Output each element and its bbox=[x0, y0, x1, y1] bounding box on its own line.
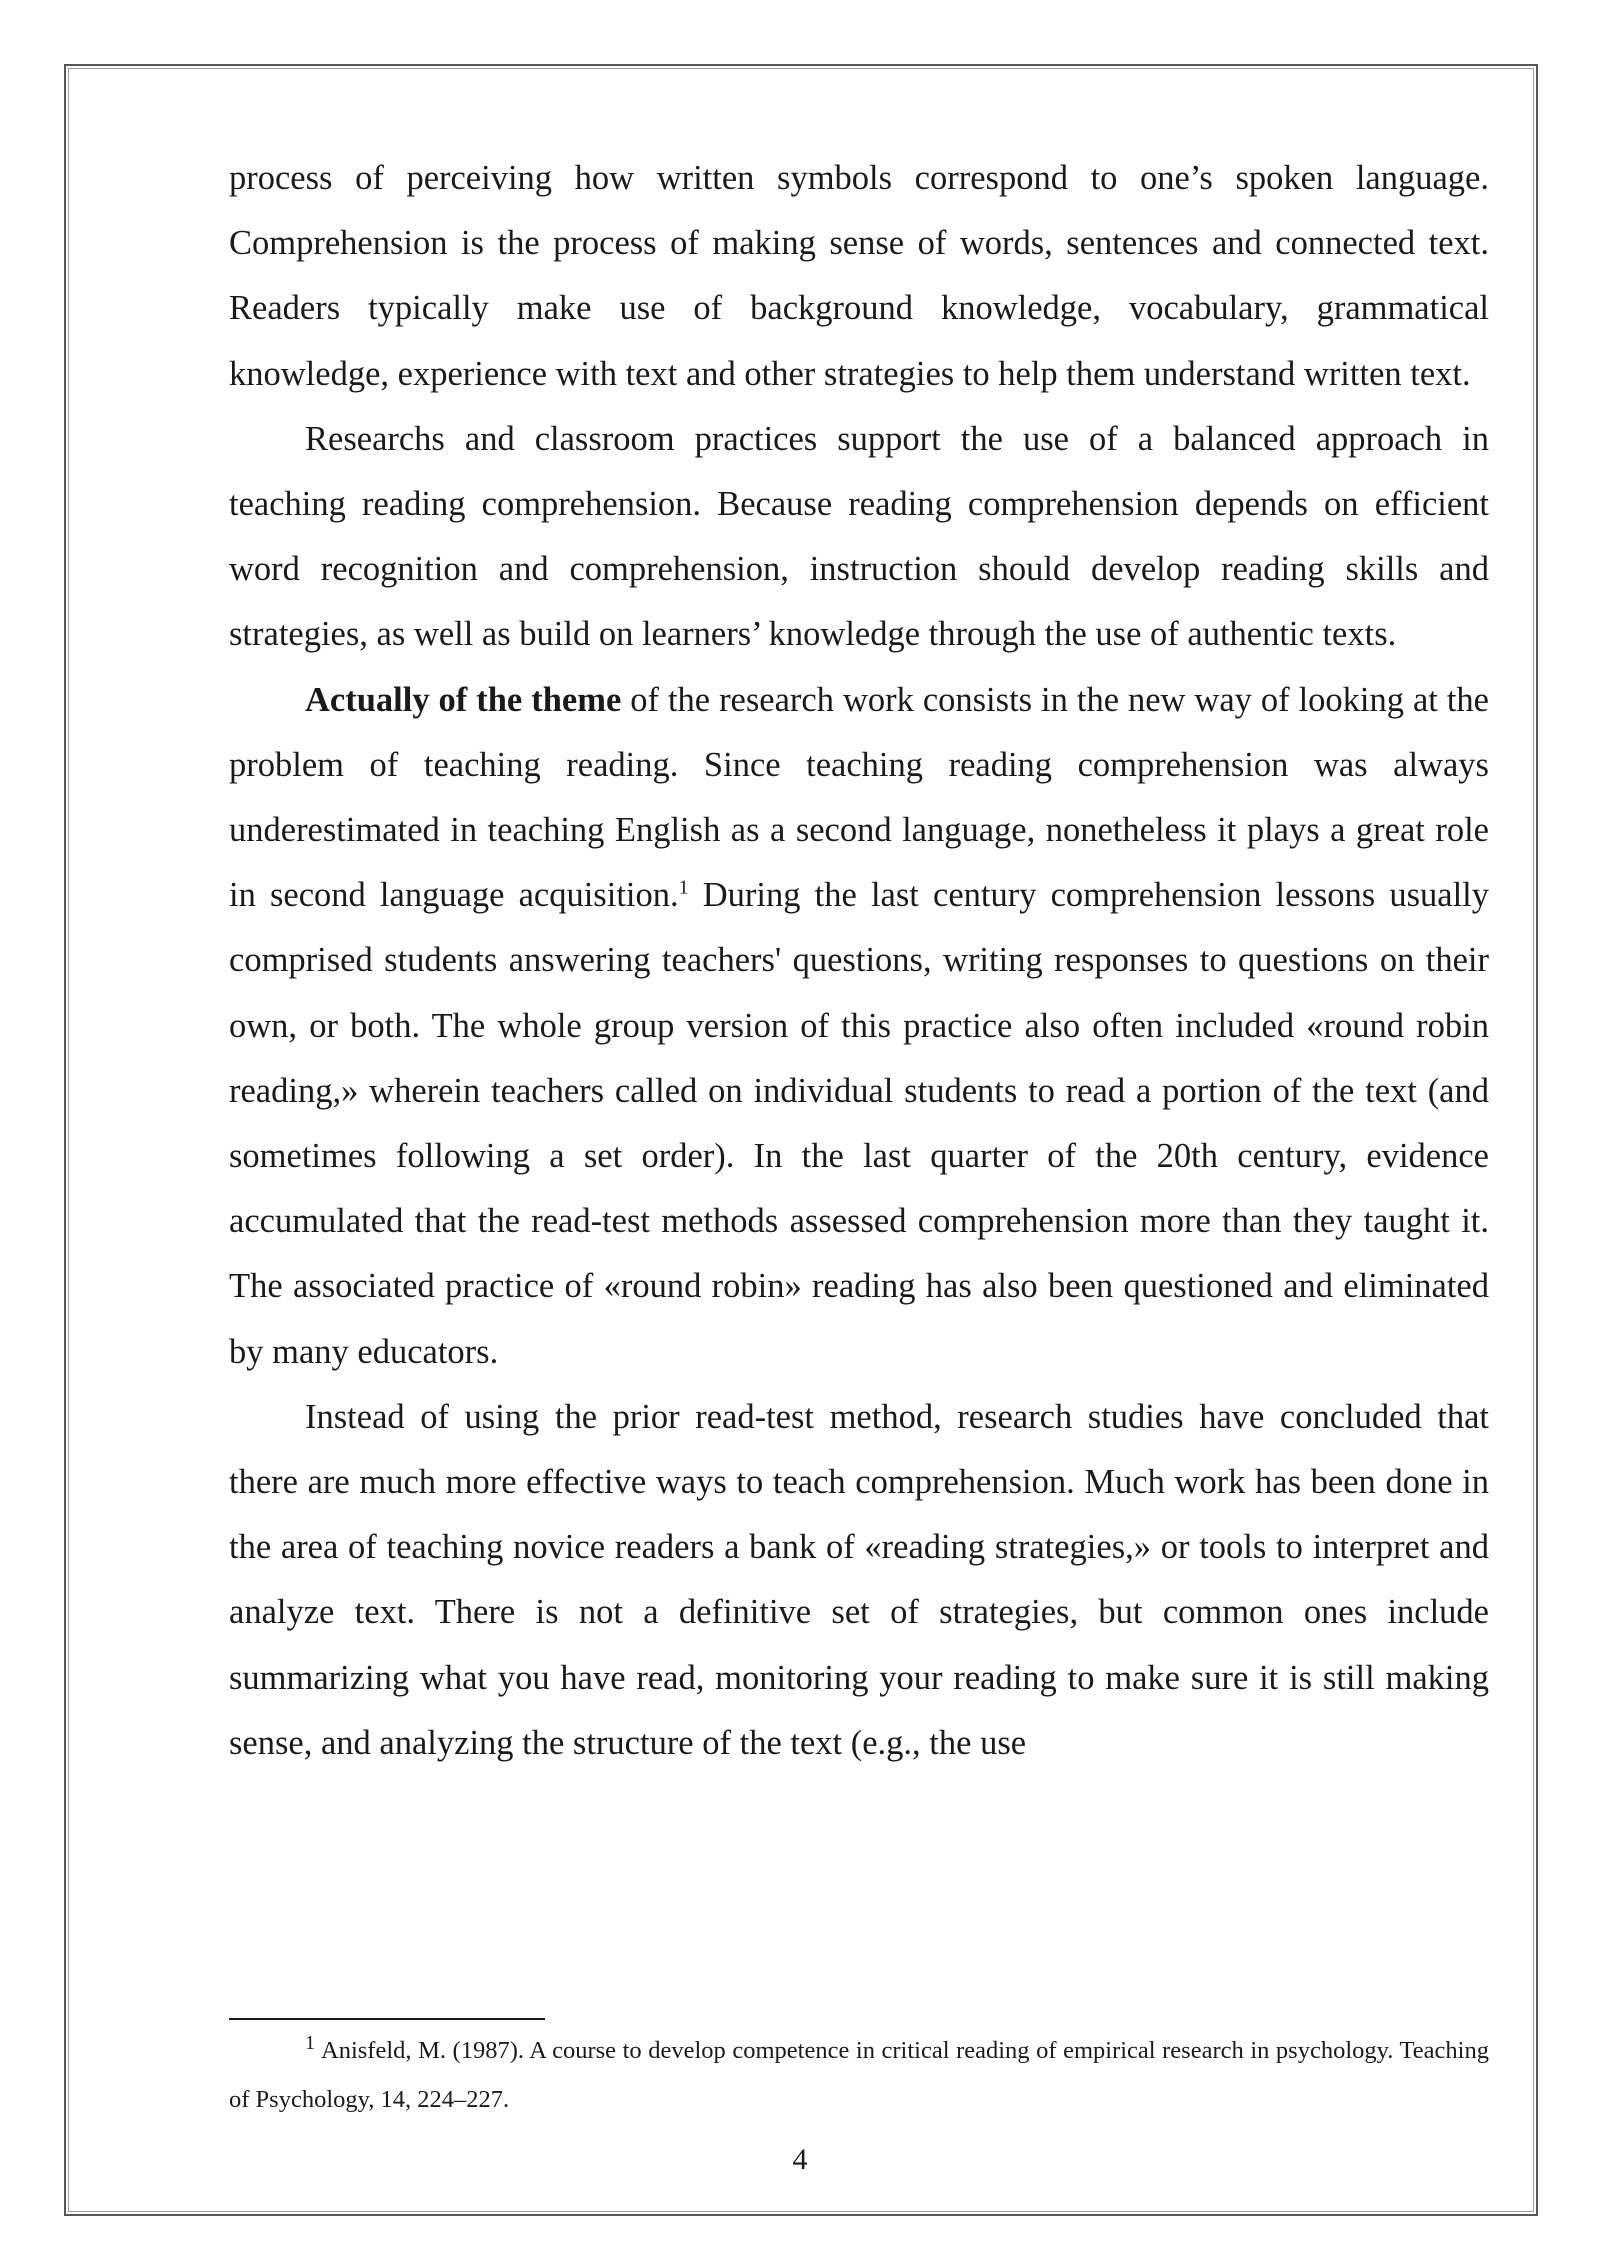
paragraph-3 bbox=[229, 668, 1489, 1385]
paragraph-4: Instead of using the prior read-test method, research studies have concluded that there are much more effective ways to teach comprehension. Much work has been done in the area of teaching novice readers a bank of «reading strategies,» or tools to interpret and analyze text. There is not a definitive set of strategies, but common ones include summarizing what you have read, monitoring your reading to make sure it is still making sense, and analyzing the structure of the text (e.g., the use bbox=[229, 1397, 1489, 1762]
footnote-separator bbox=[229, 2018, 545, 2020]
paragraph-3-part-a: of the research work consists in the new way of looking at the problem of teaching reading. Since teaching reading comprehension was always underestimated in teaching English as a second language, nonetheless it plays a great role in second language acquisition. bbox=[229, 680, 1489, 915]
body-text bbox=[229, 146, 1489, 1776]
paragraph-3-part-b: During the last century comprehension lessons usually comprised students answering teachers' questions, writing responses to questions on their own, or both. The whole group version of this practice also often included «round robin reading,» wherein teachers called on individual students to read a portion of the text (and sometimes following a set order). In the last quarter of the 20th century, evidence accumulated that the read-test methods assessed comprehension more than they taught it. The associated practice of «round robin» reading has also been questioned and eliminated by many educators. bbox=[229, 876, 1489, 1371]
theme-heading: Actually of the theme bbox=[305, 680, 622, 719]
footnote bbox=[229, 2026, 1489, 2124]
footnote-reference[interactable]: 1 bbox=[678, 876, 689, 899]
paragraph-2: Researchs and classroom practices support the use of a balanced approach in teaching reading comprehension. Because reading comprehension depends on efficient word recognition and comprehension, instruction should develop reading skills and strategies, as well as build on learners’ knowledge through the use of authentic texts. bbox=[229, 419, 1489, 654]
page-number: 4 bbox=[792, 2143, 808, 2176]
footnote-text: Anisfeld, M. (1987). A course to develop competence in critical reading of empirical research in psychology. Teaching of Psychology, 14, 224–227. bbox=[229, 2037, 1489, 2113]
paragraph-1: process of perceiving how written symbols correspond to one’s spoken language. Comprehension is the process of making sense of words, sentences and connected text. Readers typically make use of background knowledge, vocabulary, grammatical knowledge, experience with text and other strategies to help them understand written text. bbox=[229, 159, 1489, 393]
footnote-marker: 1 bbox=[305, 2031, 315, 2054]
